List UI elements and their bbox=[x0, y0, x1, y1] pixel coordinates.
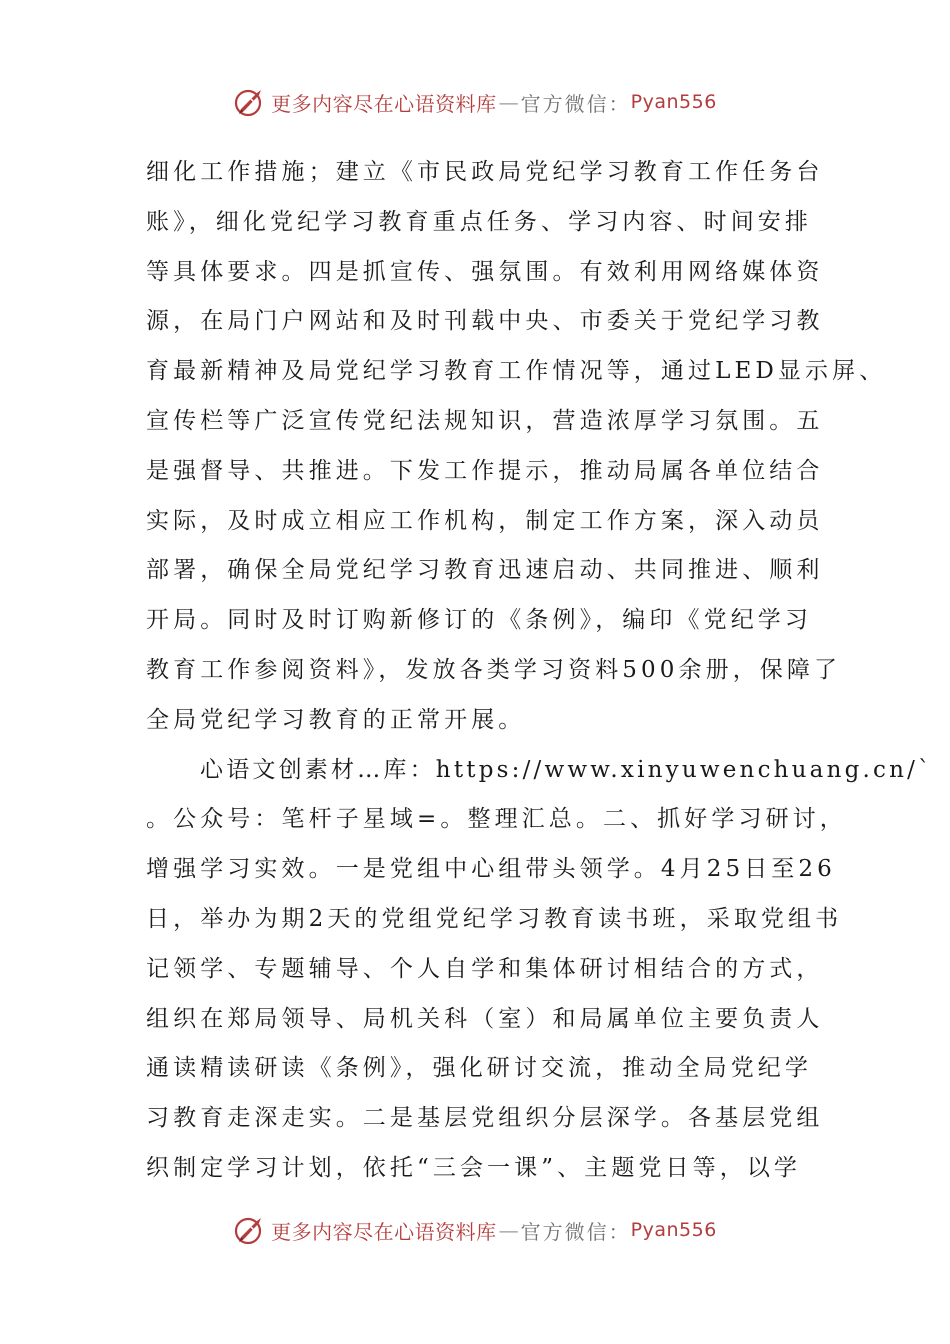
text-line: 等具体要求。四是抓宣传、强氛围。有效利用网络媒体资 bbox=[146, 258, 824, 285]
footer-promo-text: 更多内容尽在心语资料库 bbox=[271, 1219, 497, 1244]
header-wechat-id: Pyan556 bbox=[630, 91, 717, 113]
text-line: 实际，及时成立相应工作机构，制定工作方案，深入动员 bbox=[146, 507, 824, 534]
text-line: 账》，细化党纪学习教育重点任务、学习内容、时间安排 bbox=[146, 208, 812, 235]
text-line: 组织在郑局领导、局机关科（室）和局属单位主要负责人 bbox=[146, 1005, 824, 1032]
document-body bbox=[146, 148, 933, 1194]
header-dash: — bbox=[498, 90, 519, 114]
text-line: 是强督导、共推进。下发工作提示，推动局属各单位结合 bbox=[146, 457, 824, 484]
text-line-indented: 心语文创素材…库：https://www.xinyuwenchuang.cn/` bbox=[200, 756, 933, 783]
footer-official-label: 官方微信： bbox=[520, 1219, 631, 1244]
text-line: 育最新精神及局党纪学习教育工作情况等，通过LED显示屏、 bbox=[146, 358, 887, 385]
footer-dash: — bbox=[498, 1218, 519, 1242]
text-line: 记领学、专题辅导、个人自学和集体研讨相结合的方式， bbox=[146, 955, 824, 982]
footer-banner bbox=[0, 1210, 950, 1250]
text-line: 织制定学习计划，依托“三会一课”、主题党日等，以学 bbox=[146, 1154, 802, 1181]
text-line: 细化工作措施；建立《市民政局党纪学习教育工作任务台 bbox=[146, 159, 824, 185]
text-line: 。公众号：笔杆子星域=。整理汇总。二、抓好学习研讨， bbox=[146, 806, 847, 833]
text-line: 习教育走深走实。二是基层党组织分层深学。各基层党组 bbox=[146, 1105, 824, 1132]
text-line: 通读精读研读《条例》，强化研讨交流，推动全局党纪学 bbox=[146, 1055, 812, 1082]
text-line: 源，在局门户网站和及时刊载中央、市委关于党纪学习教 bbox=[146, 308, 824, 335]
text-line: 日，举办为期2天的党组党纪学习教育读书班，采取党组书 bbox=[146, 905, 843, 932]
text-line: 全局党纪学习教育的正常开展。 bbox=[146, 706, 526, 733]
text-line: 宣传栏等广泛宣传党纪法规知识，营造浓厚学习氛围。五 bbox=[146, 407, 824, 434]
text-line: 教育工作参阅资料》，发放各类学习资料500余册，保障了 bbox=[146, 656, 842, 683]
header-official-label: 官方微信： bbox=[520, 91, 631, 116]
footer-wechat-id: Pyan556 bbox=[630, 1219, 717, 1241]
pen-logo-icon bbox=[233, 85, 267, 119]
text-line: 增强学习实效。一是党组中心组带头领学。4月25日至26 bbox=[146, 856, 836, 883]
pen-logo-icon bbox=[233, 1213, 267, 1247]
header-banner bbox=[0, 82, 950, 122]
text-line: 开局。同时及时订购新修订的《条例》，编印《党纪学习 bbox=[146, 607, 812, 634]
text-line: 部署，确保全局党纪学习教育迅速启动、共同推进、顺利 bbox=[146, 557, 824, 584]
header-promo-text: 更多内容尽在心语资料库 bbox=[271, 91, 497, 116]
